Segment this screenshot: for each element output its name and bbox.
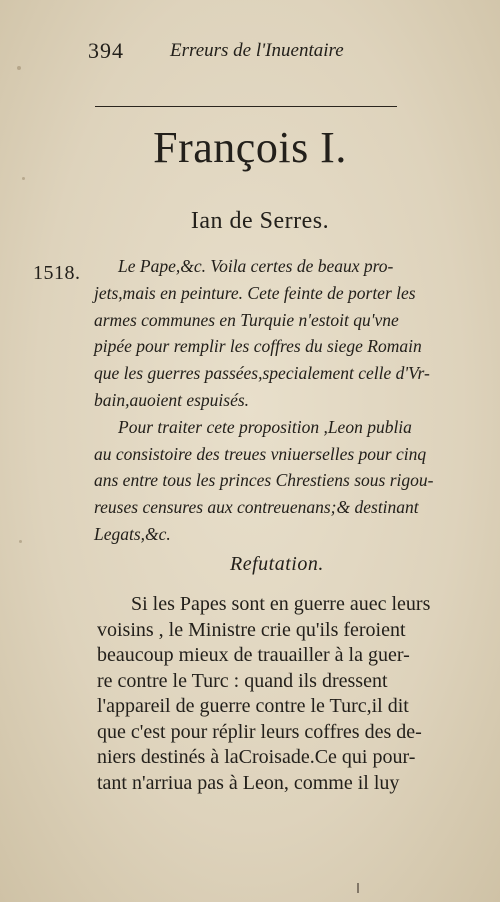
margin-year: 1518. — [33, 262, 81, 284]
ink-mark — [357, 883, 359, 893]
body-line: voisins , le Ministre crie qu'ils feroient — [97, 618, 406, 641]
chapter-title: François I. — [153, 123, 347, 172]
quote-line: bain,auoient espuisés. — [94, 389, 250, 410]
body-line: beaucoup mieux de trauailler à la guer- — [97, 644, 410, 666]
page-header — [88, 38, 418, 68]
quote-line: Legats,&c. — [94, 523, 171, 544]
ink-speck — [22, 177, 25, 180]
body-line: l'appareil de guerre contre le Turc,il dit — [97, 695, 409, 717]
body-line: Si les Papes sont en guerre auec leurs — [131, 593, 431, 615]
quote-line: au consistoire des treues vniuerselles pour cinq — [94, 443, 427, 464]
page-number: 394 — [88, 38, 124, 63]
quoted-passage — [94, 253, 486, 548]
body-line: niers destinés à laCroisade.Ce qui pour- — [97, 746, 416, 768]
quote-line: que les guerres passées,specialement celle d'Vr- — [94, 363, 430, 384]
header-rule — [95, 106, 397, 107]
quote-line: armes communes en Turquie n'estoit qu'vne — [94, 309, 399, 330]
quote-line: pipée pour remplir les coffres du siege Romain — [94, 336, 422, 357]
body-line: que c'est pour réplir leurs coffres des de- — [97, 720, 422, 743]
quote-line: ans entre tous les princes Chrestiens sous rigou- — [94, 470, 434, 491]
quote-line: reuses censures aux contreuenans;& destinant — [94, 497, 419, 518]
quote-line: Pour traiter cete proposition ,Leon publia — [118, 416, 412, 437]
body-line: re contre le Turc : quand ils dressent — [97, 669, 388, 692]
ink-speck — [19, 540, 22, 543]
quote-line: Le Pape,&c. Voila certes de beaux pro- — [118, 256, 394, 276]
author-name: Ian de Serres. — [190, 208, 330, 234]
body-line: tant n'arriua pas à Leon, comme il luy — [97, 771, 400, 794]
body-text — [97, 592, 485, 796]
section-heading: Refutation. — [230, 553, 324, 575]
ink-speck — [17, 66, 21, 70]
quote-line: jets,mais en peinture. Cete feinte de porter les — [94, 282, 416, 303]
running-title: Erreurs de l'Inuentaire — [170, 40, 344, 61]
